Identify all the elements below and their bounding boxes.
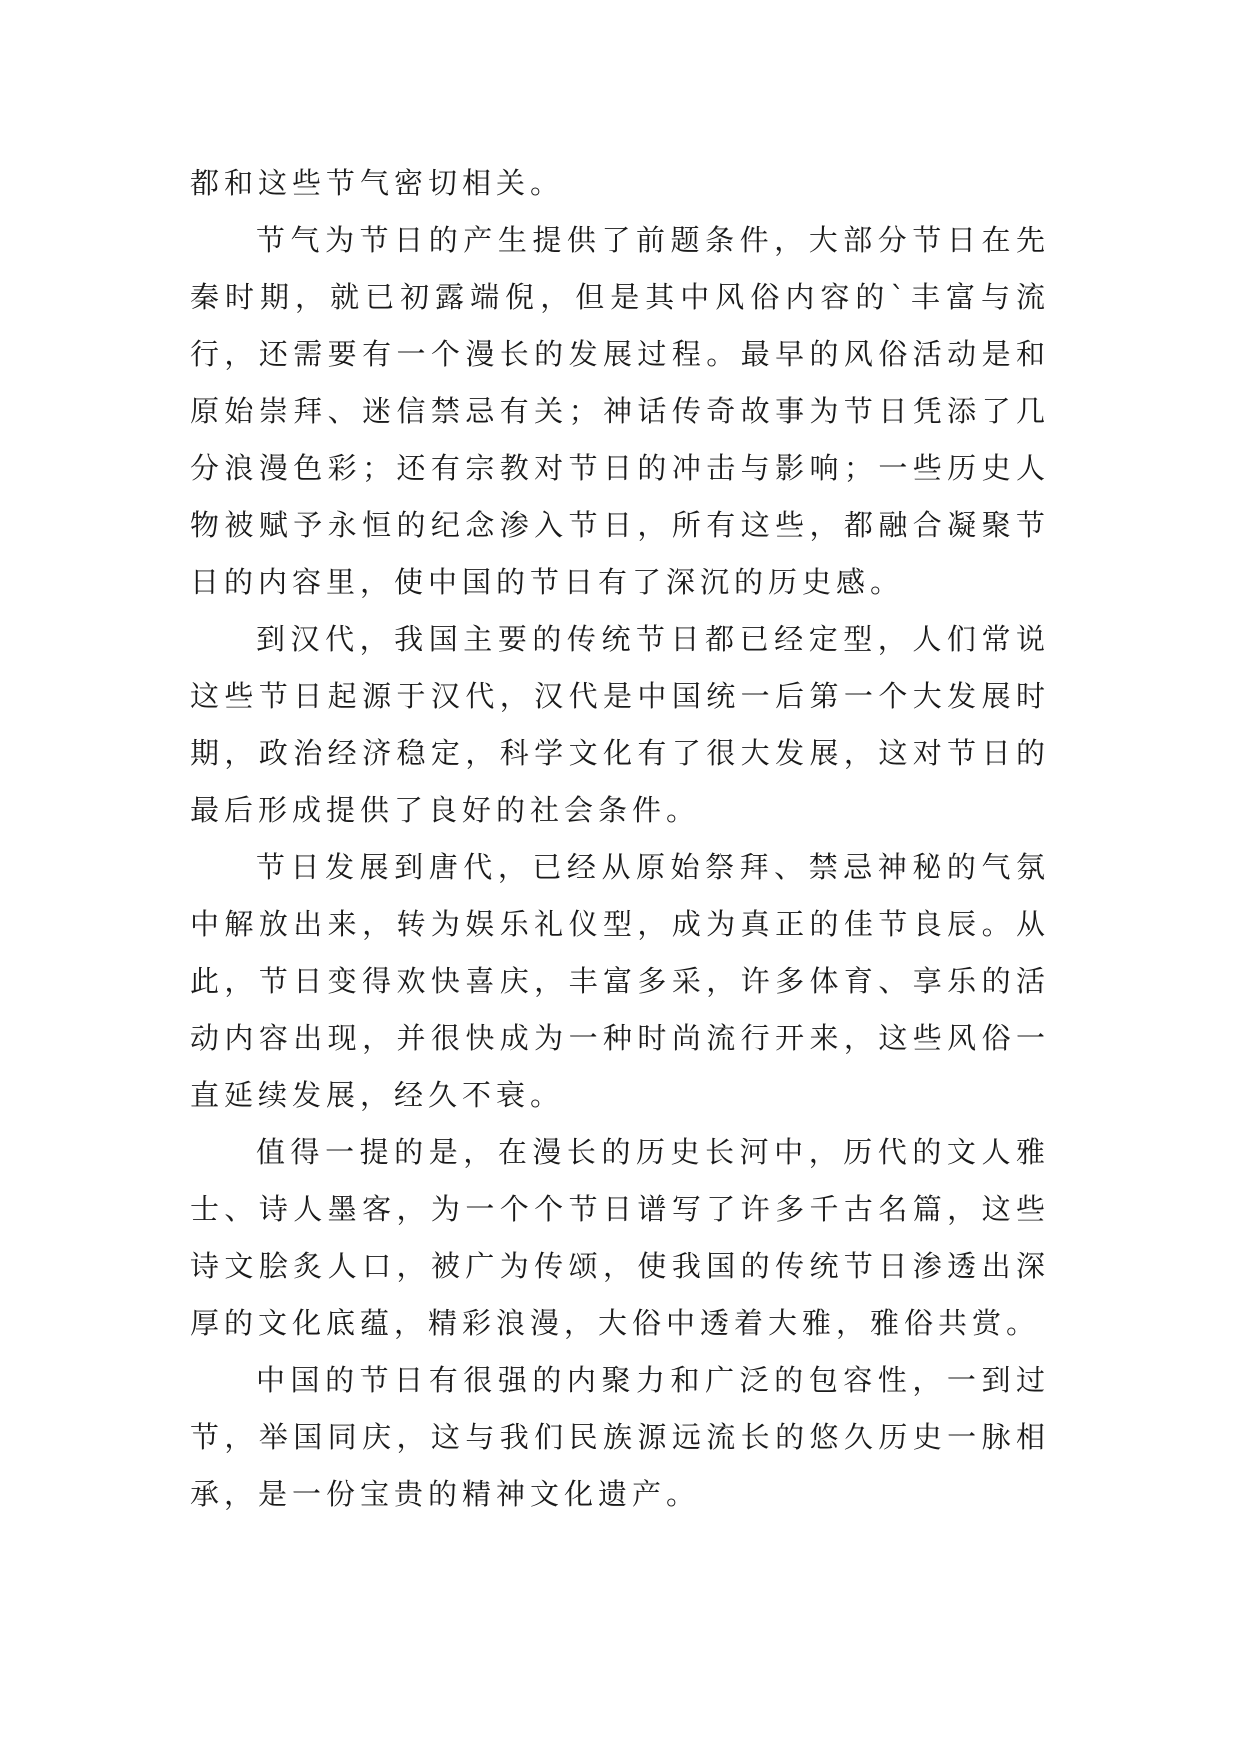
paragraph-continuation: 都和这些节气密切相关。 xyxy=(190,166,565,200)
paragraph-solar-terms: 节气为节日的产生提供了前题条件，大部分节日在先秦时期，就已初露端倪，但是其中风俗内容的`丰富与流行，还需要有一个漫长的发展过程。最早的风俗活动是和原始崇拜、迷信禁忌有关；神话传奇故事为节日凭添了几分浪漫色彩；还有宗教对节日的冲击与影响；一些历史人物被赋予永恒的纪念渗入节日，所有这些，都融合凝聚节日的内容里，使中国的节日有了深沉的历史感。 xyxy=(190,223,1050,599)
paragraph-literati: 值得一提的是，在漫长的历史长河中，历代的文人雅士、诗人墨客，为一个个节日谱写了许多千古名篇，这些诗文脍炙人口，被广为传颂，使我国的传统节日渗透出深厚的文化底蕴，精彩浪漫，大俗中透着大雅，雅俗共赏。 xyxy=(190,1135,1050,1340)
paragraph-cohesion: 中国的节日有很强的内聚力和广泛的包容性，一到过节，举国同庆，这与我们民族源远流长的悠久历史一脉相承，是一份宝贵的精神文化遗产。 xyxy=(190,1363,1050,1511)
paragraph-han-dynasty: 到汉代，我国主要的传统节日都已经定型，人们常说这些节日起源于汉代，汉代是中国统一后第一个大发展时期，政治经济稳定，科学文化有了很大发展，这对节日的最后形成提供了良好的社会条件。 xyxy=(190,622,1050,827)
paragraph-tang-dynasty: 节日发展到唐代，已经从原始祭拜、禁忌神秘的气氛中解放出来，转为娱乐礼仪型，成为真正的佳节良辰。从此，节日变得欢快喜庆，丰富多采，许多体育、享乐的活动内容出现，并很快成为一种时尚流行开来，这些风俗一直延续发展，经久不衰。 xyxy=(190,850,1050,1112)
document-body xyxy=(190,155,1050,1523)
